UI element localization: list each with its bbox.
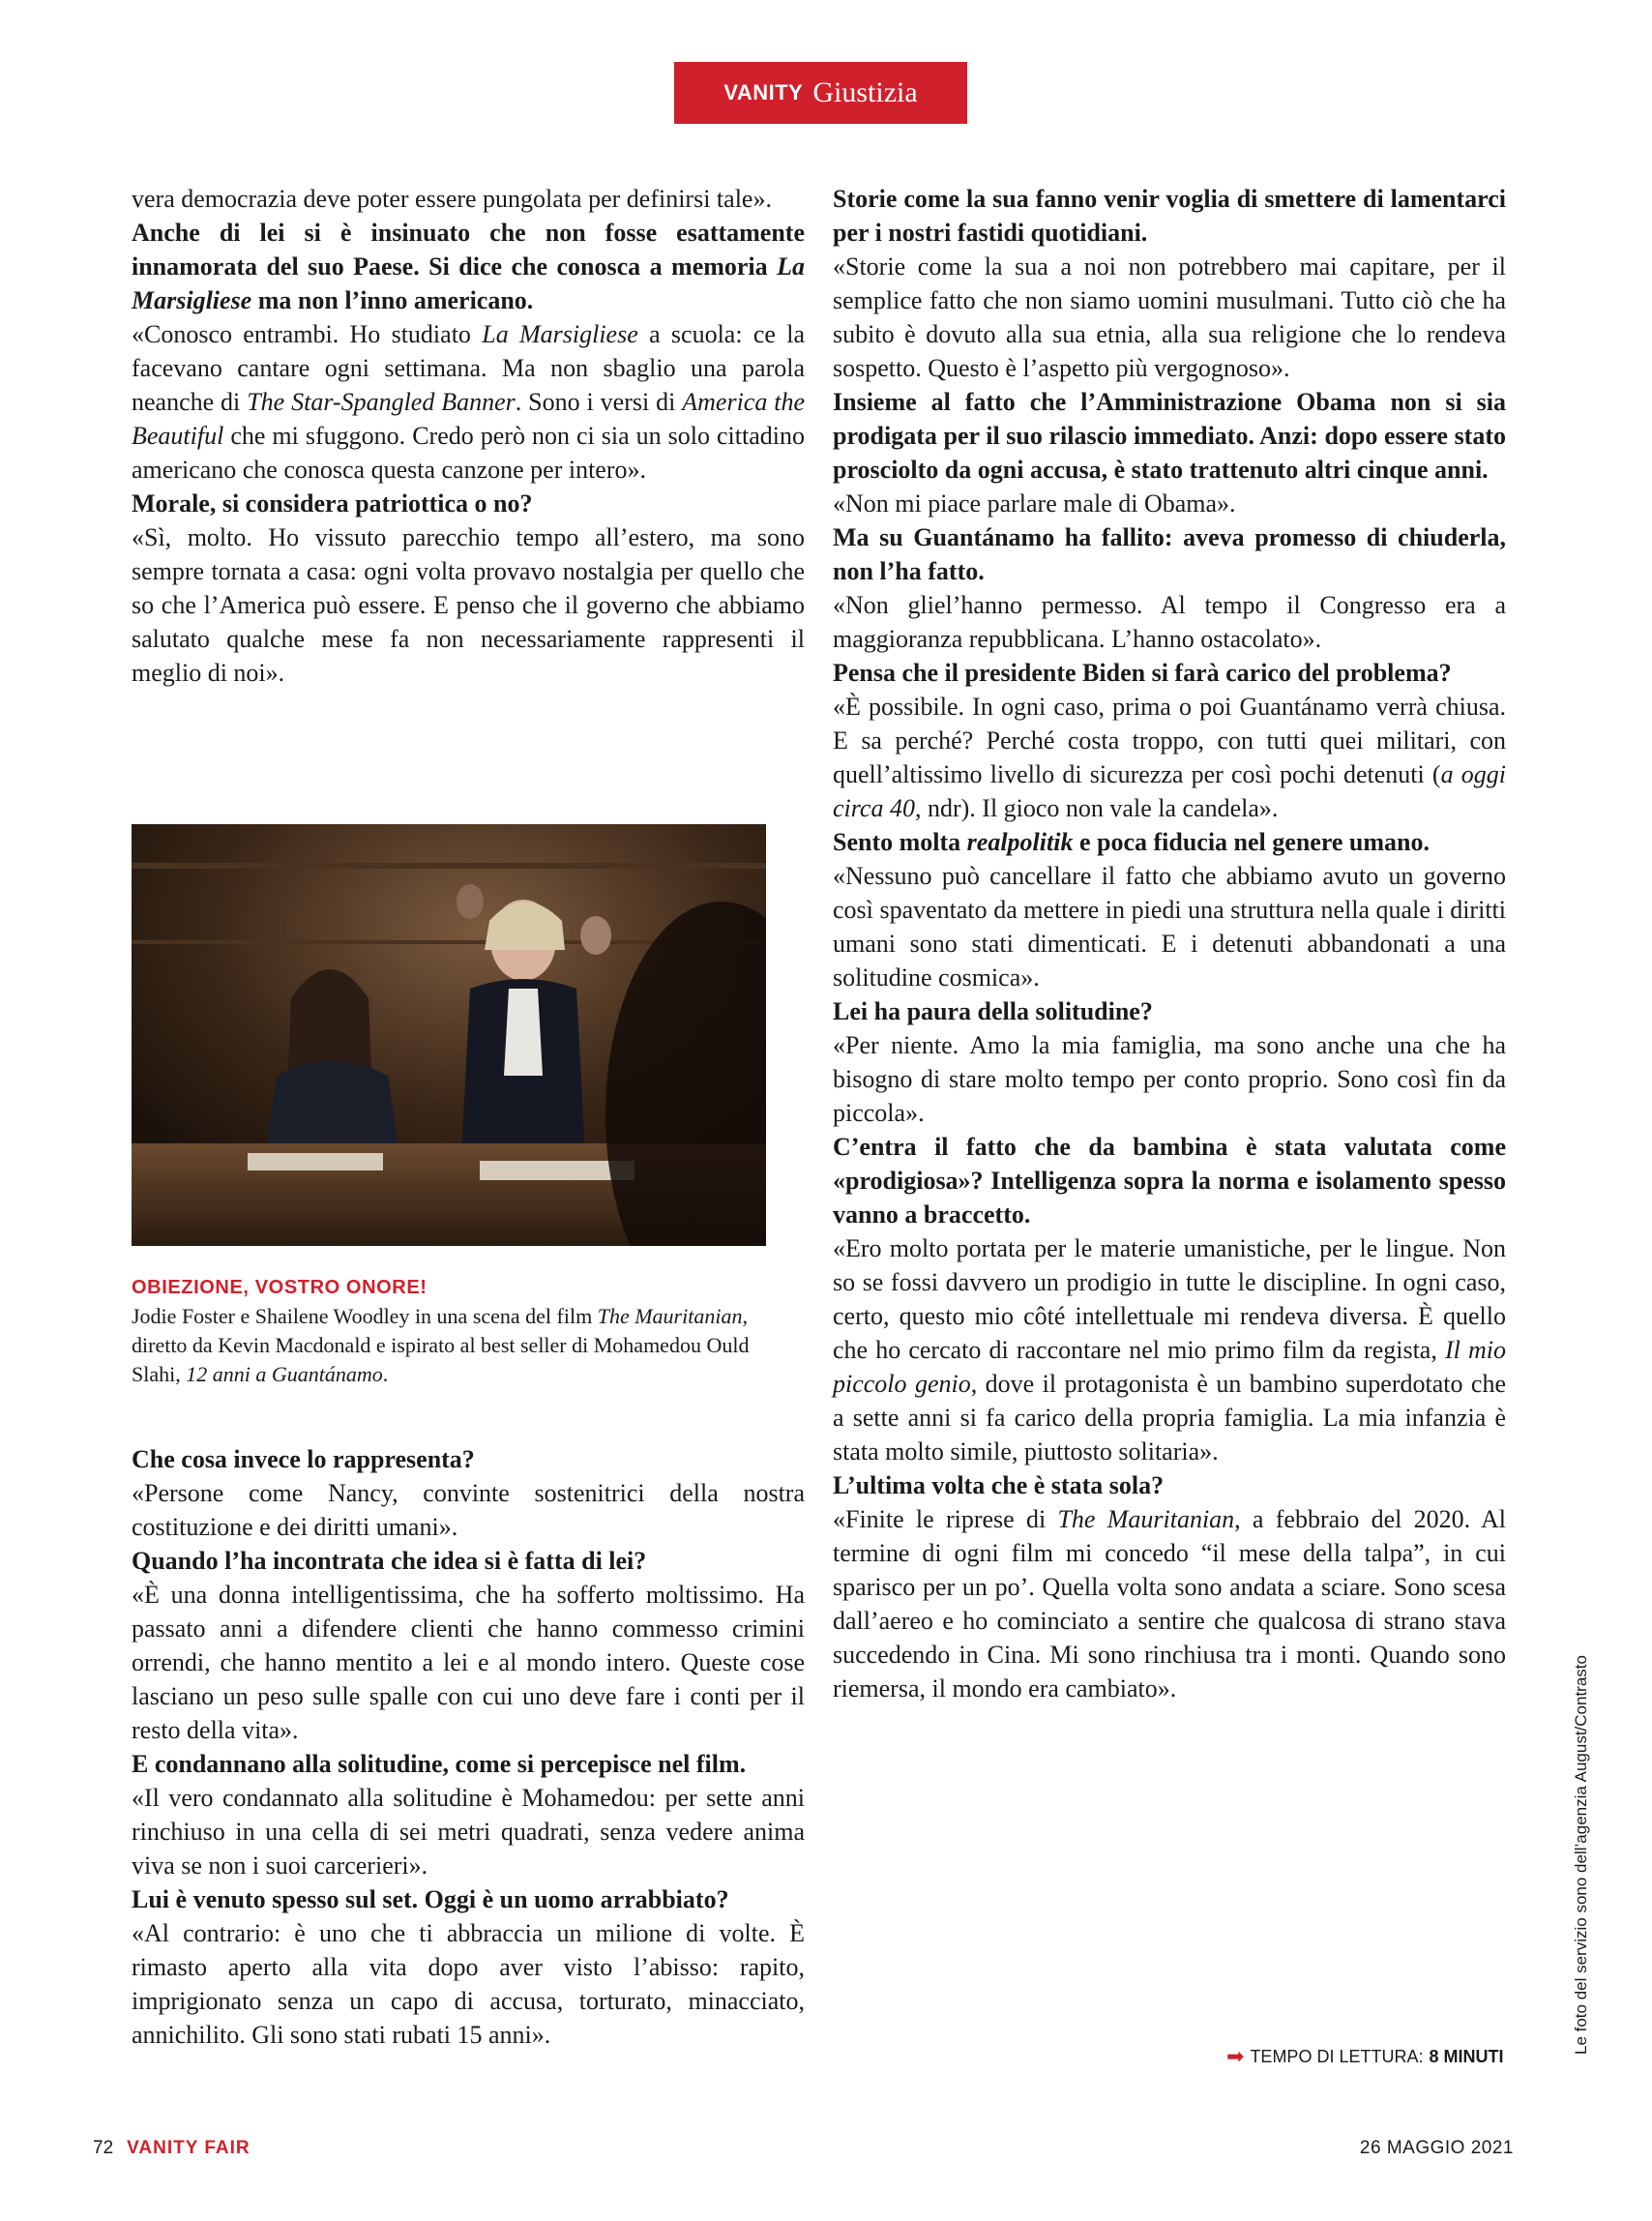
interview-question: Storie come la sua fanno venir voglia di smettere di lamentarci per i nostri fastidi quotidiani. bbox=[833, 185, 1506, 247]
interview-question: Che cosa invece lo rappresenta? bbox=[132, 1445, 475, 1473]
interview-answer: «Finite le riprese di The Mauritanian, a febbraio del 2020. Al termine di ogni film mi concedo “il mese della talpa”, in cui sparisco per un po’. Quella volta sono andata a sciare. Sono scesa dall’aereo e ho cominciato a sentire che qualcosa di strano stava succedendo in Cina. Mi sono rinchiusa tra i monti. Quando sono riemersa, il mondo era cambiato». bbox=[833, 1505, 1506, 1703]
interview-question: L’ultima volta che è stata sola? bbox=[833, 1471, 1165, 1499]
interview-answer: «È una donna intelligentissima, che ha sofferto moltissimo. Ha passato anni a difendere clienti che hanno commesso crimini orrendi, che hanno mentito a lei e al mondo intero. Queste cose lasciano un peso sulle spalle con cui uno deve fare i conti per il resto della vita». bbox=[132, 1581, 805, 1744]
section-tag bbox=[674, 62, 967, 124]
section-brand: VANITY bbox=[723, 80, 804, 104]
interview-answer: «Nessuno può cancellare il fatto che abbiamo avuto un governo così spaventato da mettere in piedi una struttura nella quale i diritti umani sono stati dimenticati. E i detenuti abbandonati a una solitudine cosmica». bbox=[833, 862, 1506, 992]
film-still-photo bbox=[132, 824, 766, 1246]
caption-headline: OBIEZIONE, VOSTRO ONORE! bbox=[132, 1277, 428, 1298]
footer-brand: VANITY FAIR bbox=[127, 2138, 251, 2158]
column-right bbox=[833, 182, 1506, 1705]
interview-answer: «Persone come Nancy, convinte sostenitrici della nostra costituzione e dei diritti umani». bbox=[132, 1479, 805, 1541]
page-number: 72 bbox=[93, 2138, 114, 2158]
interview-question: Lui è venuto spesso sul set. Oggi è un uomo arrabbiato? bbox=[132, 1885, 729, 1913]
reading-time-label: TEMPO DI LETTURA: bbox=[1250, 2046, 1424, 2066]
interview-answer: «Conosco entrambi. Ho studiato La Marsigliese a scuola: ce la facevano cantare ogni settimana. Ma non sbaglio una parola neanche di The Star-Spangled Banner. Sono i versi di America the Beautiful che mi sfuggono. Credo però non ci sia un solo cittadino americano che conosca questa canzone per intero». bbox=[132, 320, 806, 484]
reading-time-value: 8 MINUTI bbox=[1429, 2046, 1504, 2066]
interview-question: Anche di lei si è insinuato che non fosse esattamente innamorata del suo Paese. Si dice che conosca a memoria La Marsigliese ma non l’inno americano. bbox=[132, 219, 805, 314]
interview-answer: «Storie come la sua a noi non potrebbero mai capitare, per il semplice fatto che non siamo uomini musulmani. Tutto ciò che ha subito è dovuto alla sua etnia, alla sua religione che lo rendeva sospetto. Questo è l’aspetto più vergognoso». bbox=[833, 252, 1506, 382]
courtroom-scene-image bbox=[132, 824, 766, 1246]
photo-caption bbox=[132, 1273, 770, 1389]
photo-credit: Le foto del servizio sono dell’agenzia August/Contrasto bbox=[1572, 1655, 1590, 2055]
interview-question: Morale, si considera patriottica o no? bbox=[132, 489, 533, 518]
interview-answer: «Il vero condannato alla solitudine è Mohamedou: per sette anni rinchiuso in una cella di sei metri quadrati, senza vedere anima viva se non i suoi carcerieri». bbox=[132, 1784, 805, 1880]
arrow-right-icon: ➡ bbox=[1226, 2044, 1245, 2068]
interview-answer: «È possibile. In ogni caso, prima o poi Guantánamo verrà chiusa. E sa perché? Perché costa troppo, con tutti quei militari, con quell’altissimo livello di sicurezza per così pochi detenuti (a oggi circa 40, ndr). Il gioco non vale la candela». bbox=[833, 693, 1506, 822]
footer-date: 26 MAGGIO 2021 bbox=[1359, 2138, 1514, 2158]
interview-answer: vera democrazia deve poter essere pungolata per definirsi tale». bbox=[132, 185, 772, 213]
interview-answer: «Ero molto portata per le materie umanistiche, per le lingue. Non so se fossi davvero un prodigio in tutte le discipline. In ogni caso, certo, questo mio côté intellettuale mi rendeva diversa. È quello che ho cercato di raccontare nel mio primo film da regista, Il mio piccolo genio, dove il protagonista è un bambino superdotato che a sette anni si fa carico della propria famiglia. La mia infanzia è stata molto simile, piuttosto solitaria». bbox=[833, 1234, 1506, 1466]
caption-text: Jodie Foster e Shailene Woodley in una scena del film The Mauritanian, diretto da Kevin Macdonald e ispirato al best seller di Mohamedou Ould Slahi, 12 anni a Guantánamo. bbox=[132, 1304, 750, 1386]
interview-question: Sento molta realpolitik e poca fiducia nel genere umano. bbox=[833, 828, 1431, 856]
interview-answer: «Per niente. Amo la mia famiglia, ma sono anche una che ha bisogno di stare molto tempo per conto proprio. Sono così fin da piccola». bbox=[833, 1031, 1506, 1127]
interview-answer: «Al contrario: è uno che ti abbraccia un milione di volte. È rimasto aperto alla vita dopo aver visto l’abisso: rapito, imprigionato senza un capo di accusa, torturato, minacciato, annichilito. Gli sono stati rubati 15 anni». bbox=[132, 1919, 805, 2049]
interview-question: Pensa che il presidente Biden si farà carico del problema? bbox=[833, 659, 1452, 687]
reading-time bbox=[1226, 2044, 1503, 2069]
interview-question: Lei ha paura della solitudine? bbox=[833, 997, 1153, 1025]
footer-left bbox=[93, 2138, 251, 2159]
column-left-bottom bbox=[132, 1442, 805, 2052]
interview-answer: «Sì, molto. Ho vissuto parecchio tempo all’estero, ma sono sempre tornata a casa: ogni volta provavo nostalgia per quello che so che l’America può essere. E penso che il governo che abbiamo salutato qualche mese fa non necessariamente rappresenti il meglio di noi». bbox=[132, 523, 805, 687]
interview-answer: «Non gliel’hanno permesso. Al tempo il Congresso era a maggioranza repubblicana. L’hanno ostacolato». bbox=[833, 591, 1506, 653]
interview-answer: «Non mi piace parlare male di Obama». bbox=[833, 489, 1236, 518]
interview-question: E condannano alla solitudine, come si percepisce nel film. bbox=[132, 1750, 747, 1778]
section-name: Giustizia bbox=[812, 76, 918, 108]
interview-question: C’entra il fatto che da bambina è stata valutata come «prodigiosa»? Intelligenza sopra la norma e isolamento spesso vanno a braccetto. bbox=[833, 1133, 1506, 1229]
interview-question: Insieme al fatto che l’Amministrazione Obama non si sia prodigata per il suo rilascio immediato. Anzi: dopo essere stato prosciolto da ogni accusa, è stato trattenuto altri cinque anni. bbox=[833, 388, 1506, 484]
column-left-top bbox=[132, 182, 805, 690]
interview-question: Quando l’ha incontrata che idea si è fatta di lei? bbox=[132, 1547, 647, 1575]
interview-question: Ma su Guantánamo ha fallito: aveva promesso di chiuderla, non l’ha fatto. bbox=[833, 523, 1506, 585]
